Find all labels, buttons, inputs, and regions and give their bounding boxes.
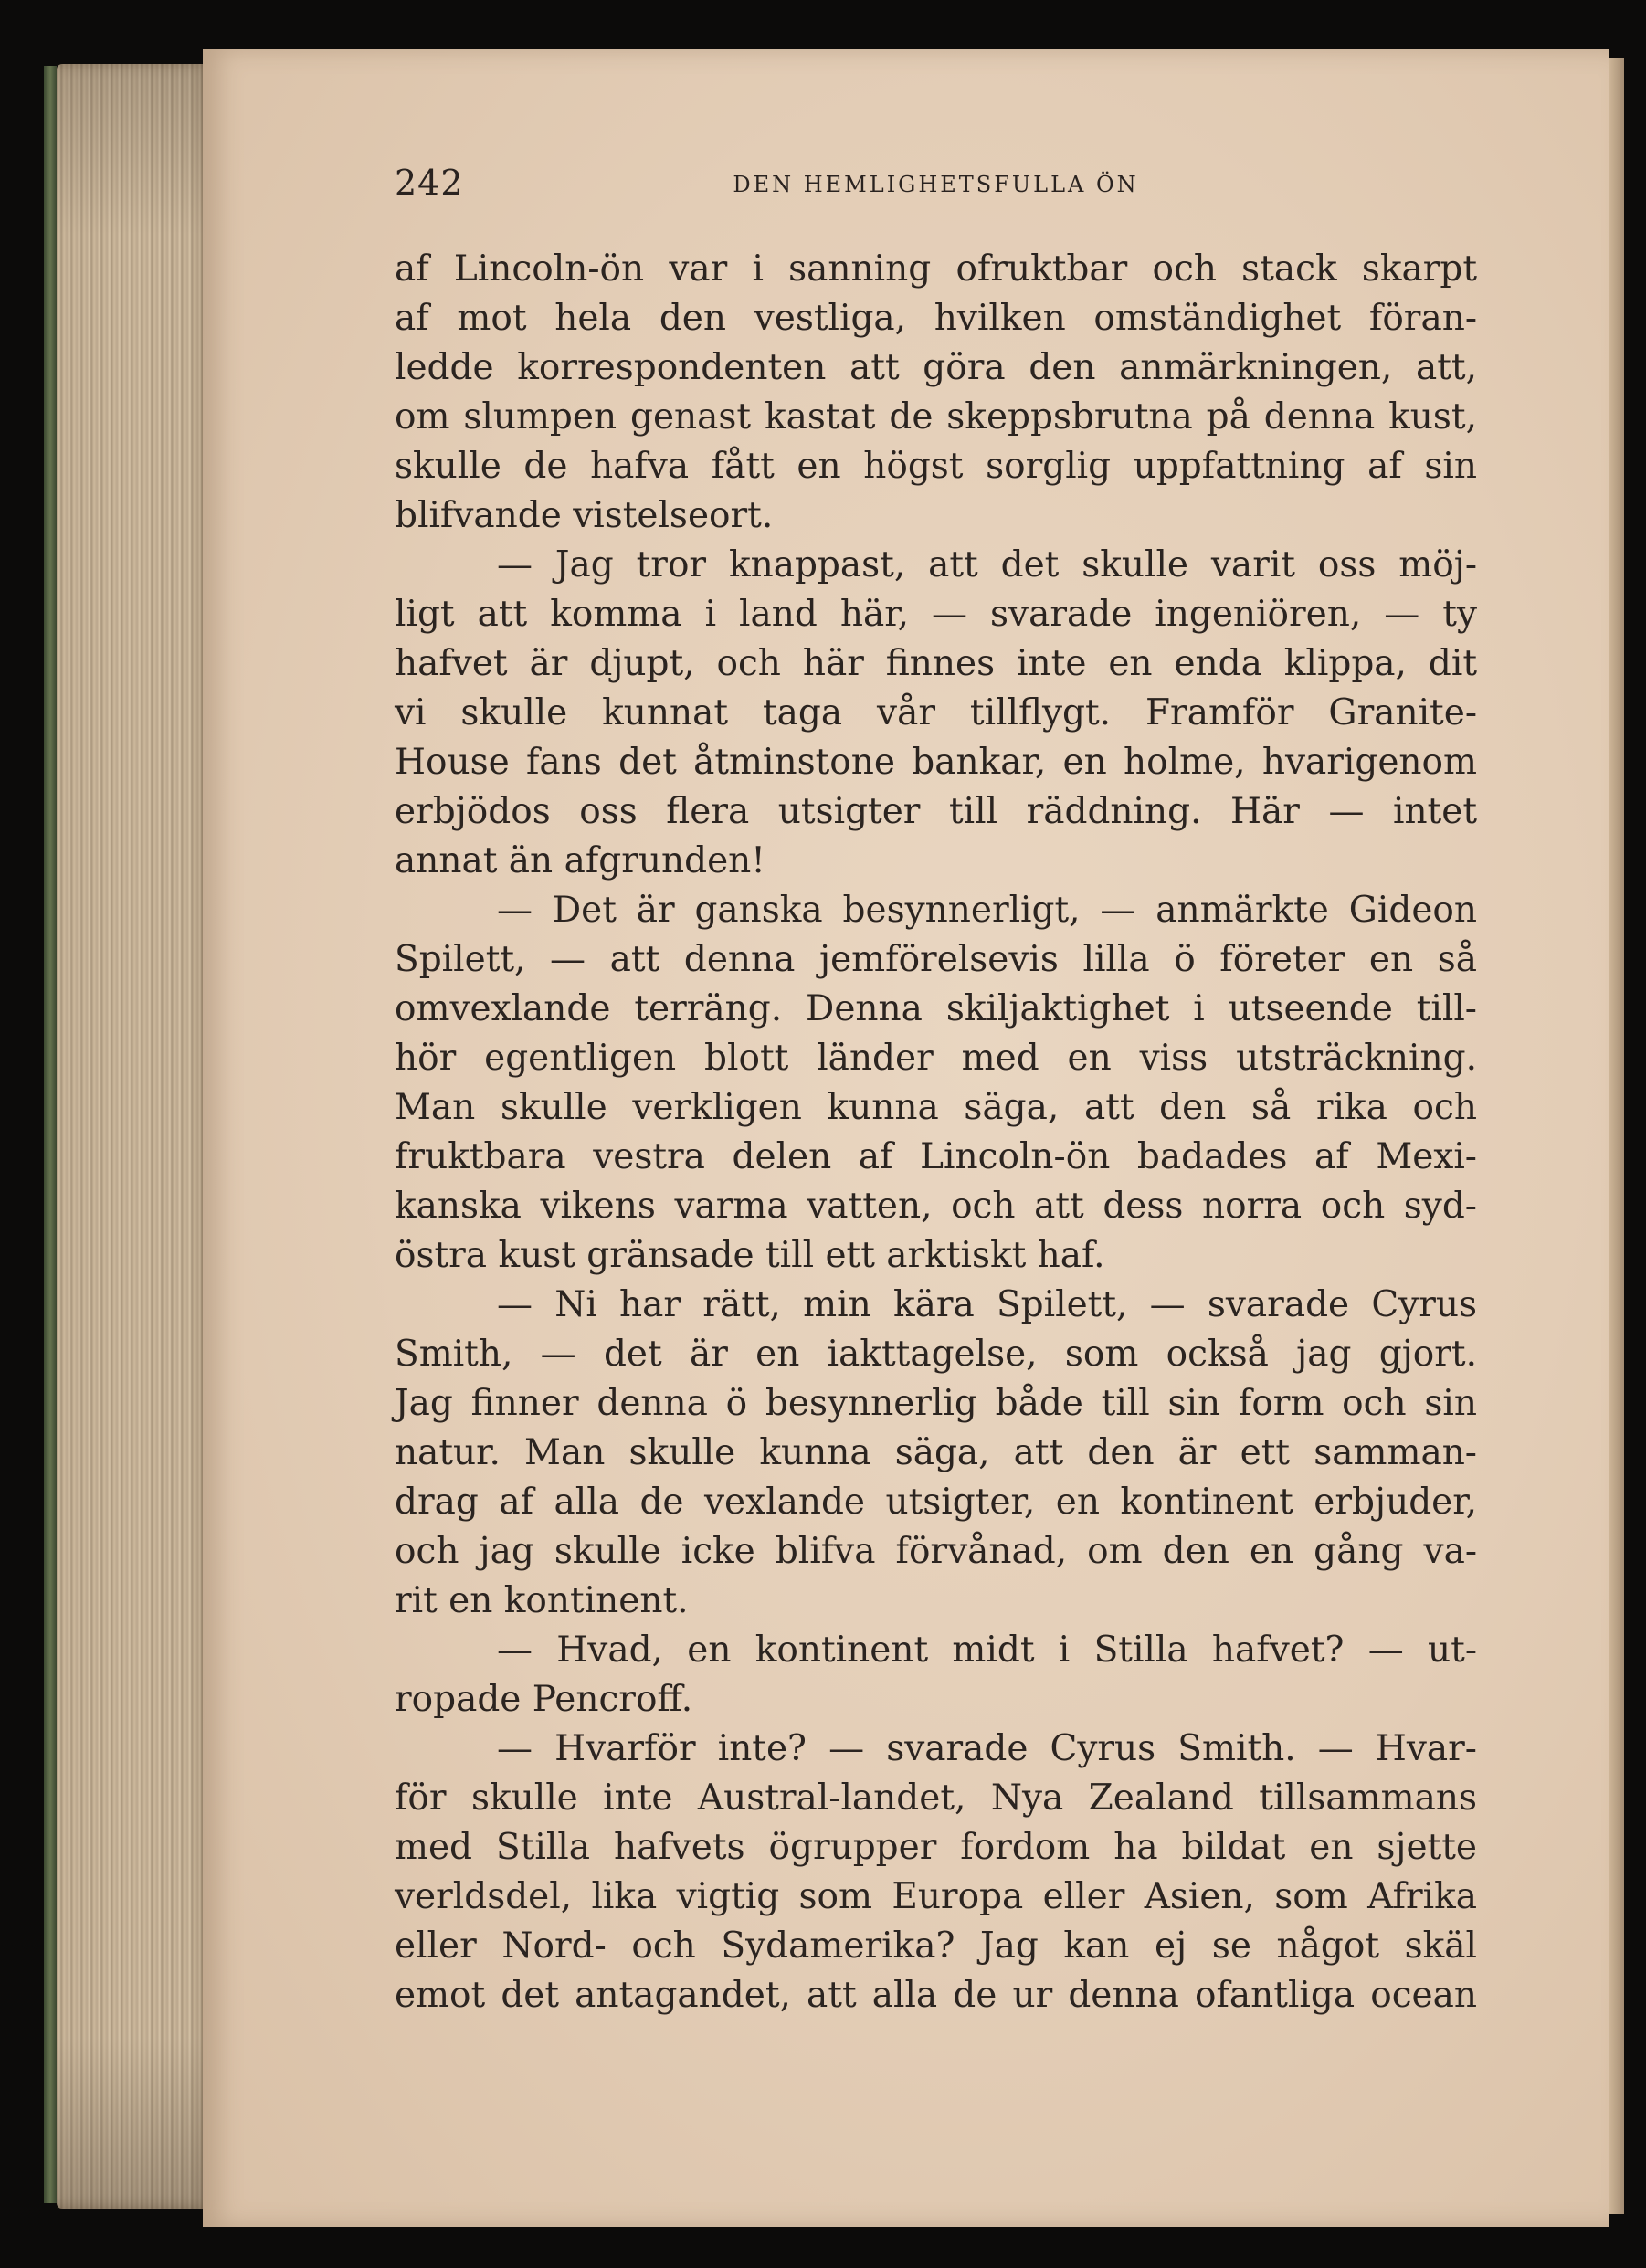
text-line: Spilett, — att denna jemförelsevis lilla ö företer en så: [395, 939, 1477, 980]
text-line: Jag finner denna ö besynnerlig både till sin form och sin: [395, 1383, 1477, 1424]
text-line: eller Nord- och Sydamerika? Jag kan ej se något skäl: [395, 1925, 1477, 1967]
text-line: och jag skulle icke blifva förvånad, om den en gång va-: [395, 1531, 1477, 1572]
page-number: 242: [395, 163, 464, 203]
page-edges: [57, 64, 210, 2209]
text-line: Smith, — det är en iakttagelse, som också jag gjort.: [395, 1334, 1477, 1375]
text-line: af Lincoln-ön var i sanning ofruktbar och stack skarpt: [395, 248, 1477, 290]
text-line: hafvet är djupt, och här finnes inte en enda klippa, dit: [395, 643, 1477, 684]
running-head: [395, 163, 1477, 208]
text-line: kanska vikens varma vatten, och att dess norra och syd-: [395, 1186, 1477, 1227]
text-line: med Stilla hafvets ögrupper fordom ha bildat en sjette: [395, 1827, 1477, 1868]
text-line: natur. Man skulle kunna säga, att den är ett samman-: [395, 1432, 1477, 1473]
text-line: hör egentligen blott länder med en viss utsträckning.: [395, 1038, 1477, 1079]
text-line: omvexlande terräng. Denna skiljaktighet i utseende till-: [395, 988, 1477, 1029]
text-line: ledde korrespondenten att göra den anmärkningen, att,: [395, 347, 1477, 388]
text-line: Man skulle verkligen kunna säga, att den så rika och: [395, 1087, 1477, 1128]
text-line: — Det är ganska besynnerligt, — anmärkte Gideon: [497, 890, 1477, 931]
next-leaf-edge: [1609, 58, 1624, 2214]
text-line: verldsdel, lika vigtig som Europa eller Asien, som Afrika: [395, 1876, 1477, 1917]
body-text: [395, 245, 1477, 2020]
text-line: — Ni har rätt, min kära Spilett, — svarade Cyrus: [497, 1284, 1477, 1325]
text-line: af mot hela den vestliga, hvilken omständighet föran-: [395, 298, 1477, 339]
book-binding: [44, 66, 57, 2203]
text-line: emot det antagandet, att alla de ur denna ofantliga ocean: [395, 1975, 1477, 2016]
text-line: — Jag tror knappast, att det skulle varit oss möj-: [497, 544, 1477, 585]
text-line: för skulle inte Austral-landet, Nya Zealand tillsammans: [395, 1777, 1477, 1819]
text-line: ligt att komma i land här, — svarade ingeniören, — ty: [395, 594, 1477, 635]
text-line: vi skulle kunnat taga vår tillflygt. Framför Granite-: [395, 692, 1477, 733]
text-line: fruktbara vestra delen af Lincoln-ön badades af Mexi-: [395, 1136, 1477, 1177]
text-line: annat än afgrunden!: [395, 840, 765, 881]
text-line: om slumpen genast kastat de skeppsbrutna på denna kust,: [395, 396, 1477, 438]
text-line: — Hvarför inte? — svarade Cyrus Smith. — Hvar-: [497, 1728, 1477, 1769]
text-line: ropade Pencroff.: [395, 1679, 693, 1720]
text-line: erbjödos oss flera utsigter till räddning. Här — intet: [395, 791, 1477, 832]
text-line: rit en kontinent.: [395, 1580, 689, 1621]
text-line: drag af alla de vexlande utsigter, en kontinent erbjuder,: [395, 1482, 1477, 1523]
text-line: — Hvad, en kontinent midt i Stilla hafvet? — ut-: [497, 1630, 1477, 1671]
text-line: skulle de hafva fått en högst sorglig uppfattning af sin: [395, 446, 1477, 487]
text-line: House fans det åtminstone bankar, en holme, hvarigenom: [395, 742, 1477, 783]
text-line: östra kust gränsade till ett arktiskt haf.: [395, 1235, 1105, 1276]
text-line: blifvande vistelseort.: [395, 495, 774, 536]
running-title: DEN HEMLIGHETSFULLA ÖN: [733, 172, 1139, 197]
